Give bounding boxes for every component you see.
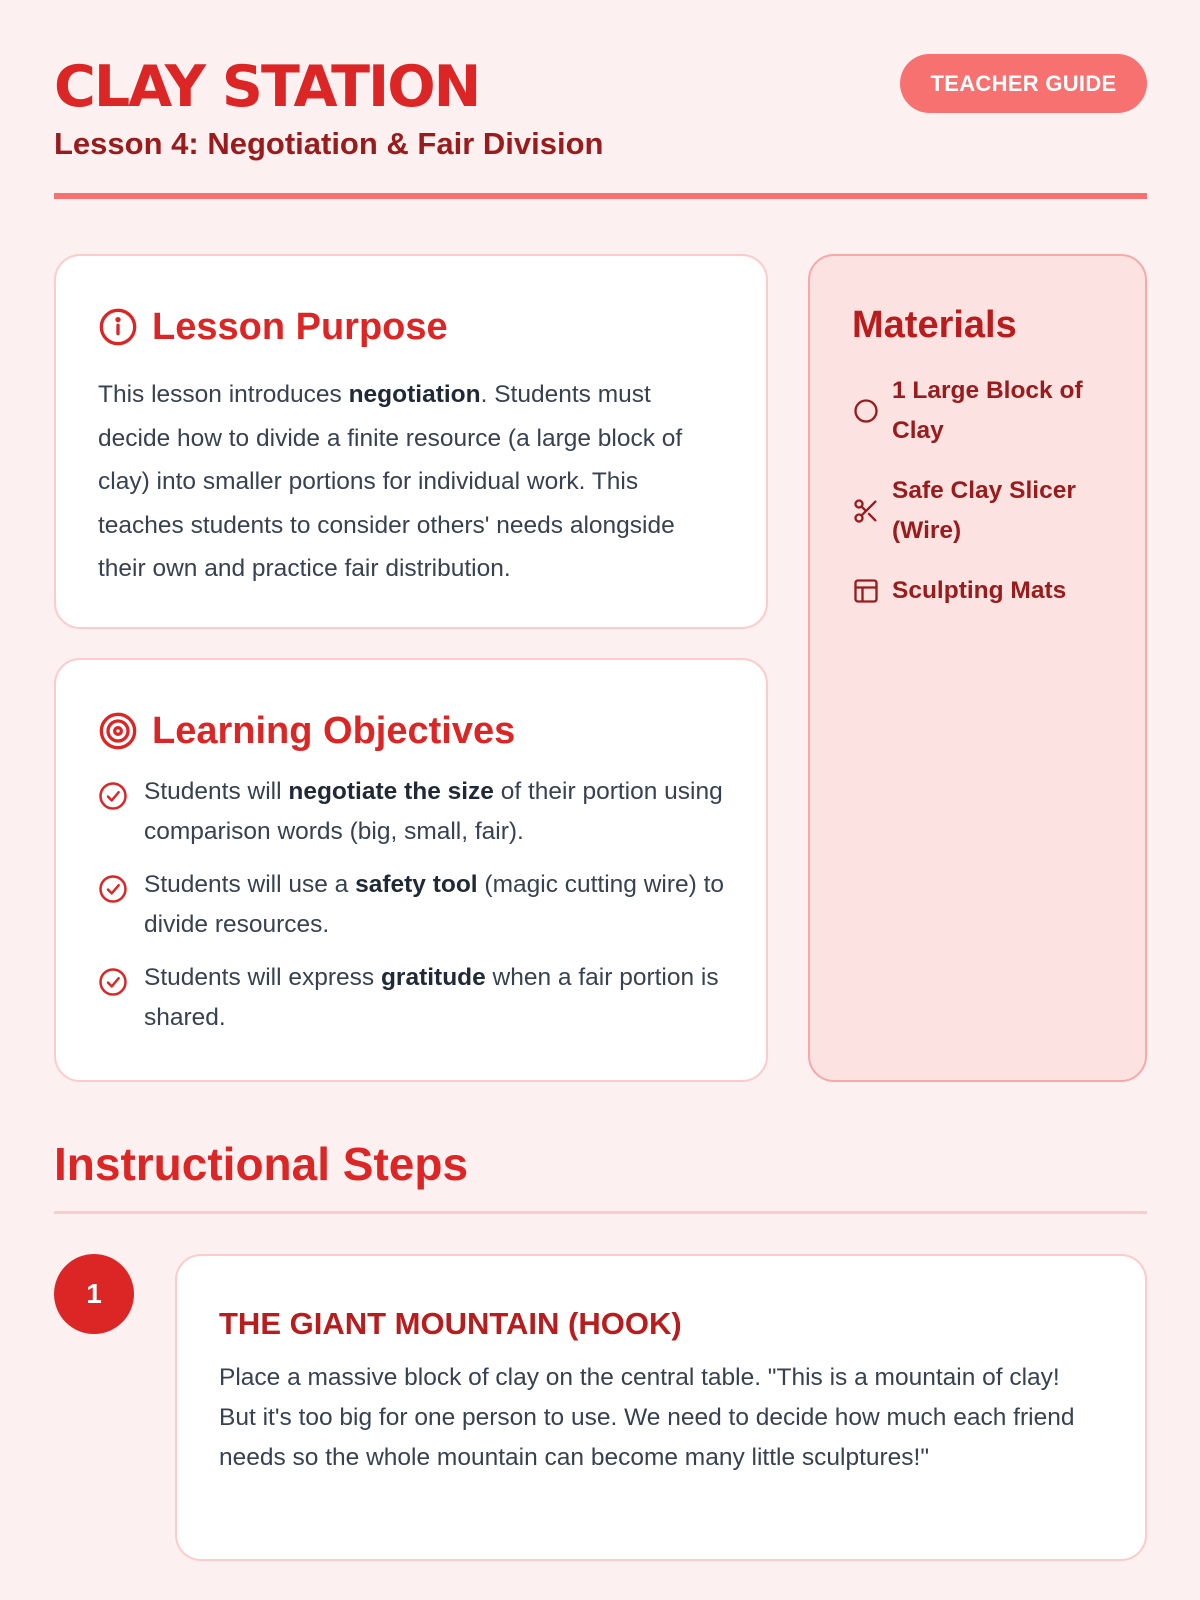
lesson-purpose-heading: Lesson Purpose bbox=[152, 306, 448, 348]
info-circle-icon bbox=[98, 307, 138, 347]
learning-objectives-header bbox=[98, 708, 515, 754]
list-item bbox=[852, 571, 1122, 611]
layout-icon bbox=[852, 577, 880, 605]
instructional-steps-heading: Instructional Steps bbox=[54, 1138, 469, 1190]
objective-keyword: safety tool bbox=[355, 871, 478, 898]
header-divider bbox=[54, 193, 1147, 199]
objective-text bbox=[144, 772, 728, 852]
list-item bbox=[98, 958, 728, 1038]
list-item bbox=[98, 865, 728, 945]
purpose-text-rest: . Students must decide how to divide a finite resource (a large block of clay) into smaller portions for individual work. This teaches students to consider others' needs alongside their own and practice fair distribution. bbox=[98, 381, 683, 582]
lesson-purpose-text bbox=[98, 373, 728, 591]
target-icon bbox=[98, 711, 138, 751]
objective-text-start: Students will bbox=[144, 778, 289, 805]
materials-panel bbox=[808, 254, 1147, 1082]
material-label: Safe Clay Slicer (Wire) bbox=[892, 477, 1076, 544]
page-title: CLAY STATION bbox=[54, 54, 480, 120]
check-circle-icon bbox=[98, 781, 128, 811]
objective-text-rest: of their portion using comparison words (big, small, fair). bbox=[144, 778, 723, 845]
check-circle-icon bbox=[98, 874, 128, 904]
step-card bbox=[175, 1254, 1147, 1561]
objective-text-start: Students will express bbox=[144, 964, 381, 991]
lesson-purpose-header bbox=[98, 304, 448, 350]
list-item bbox=[852, 371, 1122, 451]
learning-objectives-card bbox=[54, 658, 768, 1082]
materials-heading: Materials bbox=[852, 304, 1017, 346]
check-circle-icon bbox=[98, 967, 128, 997]
purpose-text-start: This lesson introduces bbox=[98, 381, 349, 408]
list-item bbox=[852, 471, 1122, 551]
materials-list bbox=[852, 371, 1122, 631]
material-label: Sculpting Mats bbox=[892, 577, 1067, 604]
objective-keyword: negotiate the size bbox=[288, 778, 494, 805]
page-subtitle: Lesson 4: Negotiation & Fair Division bbox=[54, 126, 604, 161]
objective-text-rest: (magic cutting wire) to divide resources. bbox=[144, 871, 725, 938]
steps-divider bbox=[54, 1211, 1147, 1214]
learning-objectives-heading: Learning Objectives bbox=[152, 710, 516, 752]
objective-text-start: Students will use a bbox=[144, 871, 356, 898]
step-body: Place a massive block of clay on the central table. "This is a mountain of clay! But it's too big for one person to use. We need to decide how much each friend needs so the whole mountain can become many little sculptures!" bbox=[219, 1364, 1075, 1471]
objective-text bbox=[144, 865, 728, 945]
objective-text-rest: when a fair portion is shared. bbox=[144, 964, 719, 1031]
step-title: THE GIANT MOUNTAIN (HOOK) bbox=[219, 1306, 682, 1341]
list-item bbox=[98, 772, 728, 852]
objectives-list bbox=[98, 772, 728, 1051]
lesson-purpose-card bbox=[54, 254, 768, 629]
objective-text bbox=[144, 958, 728, 1038]
scissors-icon bbox=[852, 497, 880, 525]
teacher-guide-badge: TEACHER GUIDE bbox=[900, 54, 1147, 113]
material-label: 1 Large Block of Clay bbox=[892, 377, 1083, 444]
objective-keyword: gratitude bbox=[380, 964, 486, 991]
circle-icon bbox=[852, 397, 880, 425]
purpose-text-keyword: negotiation bbox=[348, 381, 481, 408]
step-number-badge: 1 bbox=[54, 1254, 134, 1334]
